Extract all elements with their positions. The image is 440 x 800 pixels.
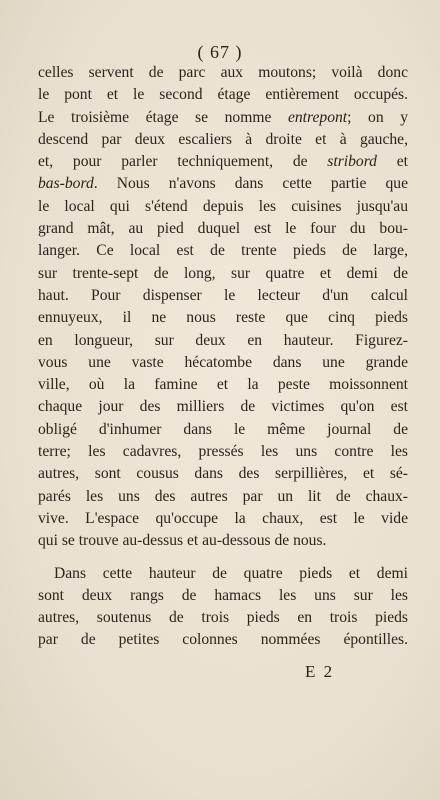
- body-text: [38, 62, 408, 652]
- paragraph-1: [38, 62, 408, 553]
- text-line: haut. Pour dispenser le lecteur d'un calcul: [38, 286, 408, 304]
- text-line: Dans cette hauteur de quatre pieds et demi: [54, 564, 408, 582]
- text-line: bas-bord. Nous n'avons dans cette partie que: [38, 175, 408, 193]
- text-line: ennuyeux, il ne nous reste que cinq pieds: [38, 309, 408, 327]
- text-line: Le troisième étage se nomme entrepont; on y: [38, 108, 408, 126]
- text-line: le pont et le second étage entièrement occupés.: [38, 86, 408, 104]
- text-line: le local qui s'étend depuis les cuisines jusqu'au: [38, 197, 408, 215]
- italic-term: entrepont: [287, 108, 348, 126]
- text-line: et, pour parler techniquement, de stribord et: [38, 153, 408, 171]
- text-line: obligé d'inhumer dans le même journal de: [38, 420, 408, 438]
- text-line: autres, sont cousus dans des serpillières, et sé-: [38, 465, 408, 483]
- text-line: descend par deux escaliers à droite et à gauche,: [38, 130, 408, 148]
- text-line: chaque jour des milliers de victimes qu'on est: [38, 398, 408, 416]
- italic-term: bas-bord: [38, 175, 94, 193]
- text-line: en longueur, sur deux en hauteur. Figurez-: [38, 331, 408, 349]
- text-line: vous une vaste hécatombe dans une grande: [38, 353, 408, 371]
- text-line: qui se trouve au-dessus et au-dessous de nous.: [38, 532, 327, 550]
- text-line: par de petites colonnes nommées épontilles.: [38, 631, 408, 649]
- text-line: autres, soutenus de trois pieds en trois pieds: [38, 609, 408, 627]
- text-line: sur trente-sept de long, sur quatre et demi de: [38, 264, 408, 282]
- text-line: celles servent de parc aux moutons; voilà donc: [38, 64, 408, 81]
- paragraph-2: [38, 563, 408, 652]
- page-number: ( 67 ): [197, 42, 243, 62]
- text-line: sont deux rangs de hamacs les uns sur les: [38, 586, 408, 604]
- text-line: grand mât, au pied duquel est le four du bou-: [38, 220, 408, 238]
- text-line: langer. Ce local est de trente pieds de large,: [38, 242, 408, 260]
- text-line: terre; les cadavres, pressés les uns contre les: [38, 443, 408, 461]
- text-line: parés les uns des autres par un lit de chaux-: [38, 487, 408, 505]
- italic-term: stribord: [327, 153, 377, 171]
- signature-mark: E 2: [305, 662, 335, 681]
- text-line: vive. L'espace qu'occupe la chaux, est le vide: [38, 509, 408, 527]
- text-line: ville, où la famine et la peste moissonnent: [38, 376, 408, 394]
